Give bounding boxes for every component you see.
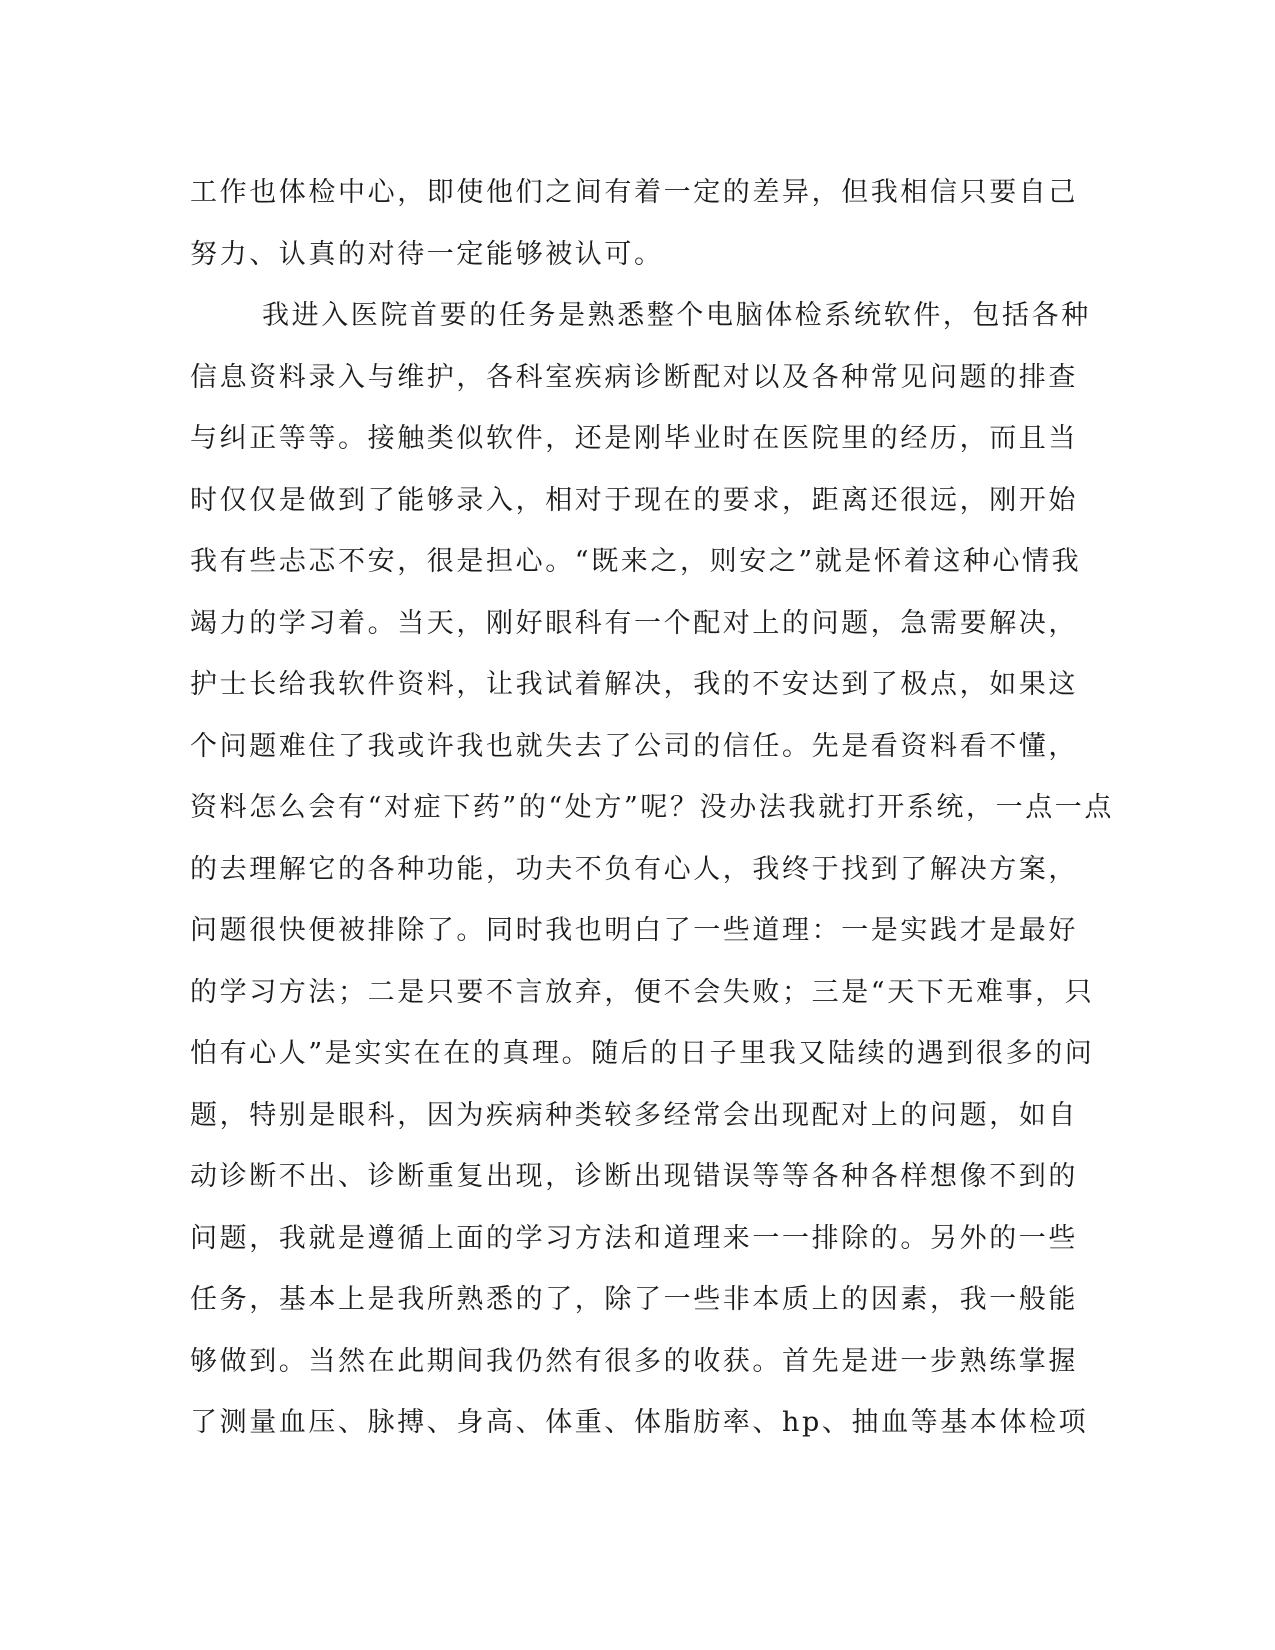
text-line: 竭力的学习着。当天，刚好眼科有一个配对上的问题，急需要解决， — [190, 607, 1078, 639]
text-line: 了测量血压、脉搏、身高、体重、体脂肪率、hp、抽血等基本体检项 — [190, 1407, 1089, 1438]
text-line: 问题很快便被排除了。同时我也明白了一些道理：一是实践才是最好 — [190, 915, 1078, 946]
text-line: 资料怎么会有“对症下药”的“处方”呢？没办法我就打开系统，一点一点 — [190, 792, 1115, 823]
text-line: 努力、认真的对待一定能够被认可。 — [190, 238, 664, 270]
paragraph-first-line: 我进入医院首要的任务是熟悉整个电脑体检系统软件，包括各种 — [262, 300, 1091, 331]
body-text — [190, 162, 1115, 1454]
text-line: 与纠正等等。接触类似软件，还是刚毕业时在医院里的经历，而且当 — [190, 423, 1078, 454]
text-line: 的学习方法；二是只要不言放弃，便不会失败；三是“天下无难事，只 — [190, 976, 1095, 1008]
text-line: 问题，我就是遵循上面的学习方法和道理来一一排除的。另外的一些 — [190, 1222, 1078, 1254]
text-line: 工作也体检中心，即使他们之间有着一定的差异，但我相信只要自己 — [190, 177, 1078, 208]
text-line: 动诊断不出、诊断重复出现，诊断出现错误等等各种各样想像不到的 — [190, 1161, 1078, 1192]
text-line: 题，特别是眼科，因为疾病种类较多经常会出现配对上的问题，如自 — [190, 1099, 1078, 1131]
text-line: 信息资料录入与维护，各科室疾病诊断配对以及各种常见问题的排查 — [190, 361, 1078, 393]
text-line: 护士长给我软件资料，让我试着解决，我的不安达到了极点，如果这 — [190, 669, 1078, 700]
text-line: 怕有心人”是实实在在的真理。随后的日子里我又陆续的遇到很多的问 — [190, 1038, 1095, 1069]
text-line: 的去理解它的各种功能，功夫不负有心人，我终于找到了解决方案， — [190, 853, 1078, 885]
text-line: 任务，基本上是我所熟悉的了，除了一些非本质上的因素，我一般能 — [190, 1284, 1078, 1315]
text-line: 个问题难住了我或许我也就失去了公司的信任。先是看资料看不懂， — [190, 730, 1078, 762]
text-line: 够做到。当然在此期间我仍然有很多的收获。首先是进一步熟练掌握 — [190, 1345, 1078, 1377]
text-line: 我有些忐忑不安，很是担心。“既来之，则安之”就是怀着这种心情我 — [190, 546, 1082, 577]
text-line: 时仅仅是做到了能够录入，相对于现在的要求，距离还很远，刚开始 — [190, 484, 1078, 516]
